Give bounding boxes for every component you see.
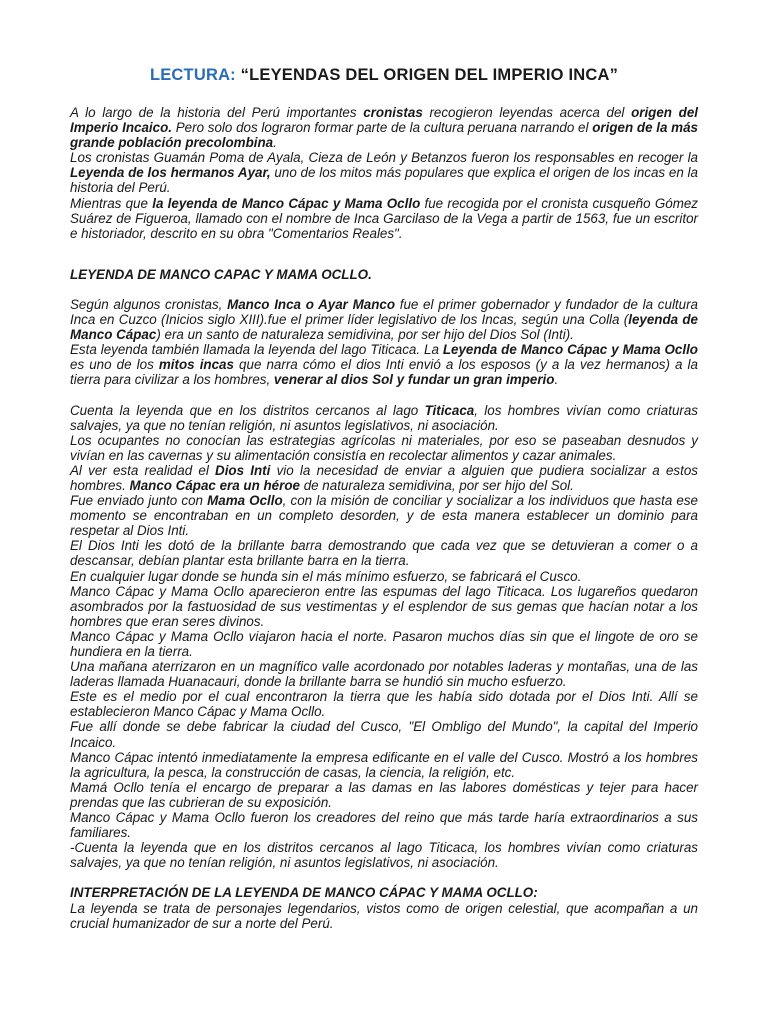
paragraph: Manco Cápac y Mama Ocllo fueron los creadores del reino que más tarde haría extraordinarios a sus familiares. <box>70 810 698 841</box>
bold-text: Leyenda de los hermanos Ayar, <box>70 165 271 181</box>
paragraph: El Dios Inti les dotó de la brillante barra demostrando que cada vez que se detuvieran a comer o a descansar, debían plantar esta brillante barra en la tierra. <box>70 538 698 569</box>
section-leyenda-a <box>70 297 698 388</box>
heading-interpretacion: INTERPRETACIÓN DE LA LEYENDA DE MANCO CÁPAC Y MAMA OCLLO: <box>70 885 538 901</box>
bold-text: Dios Inti <box>215 462 271 478</box>
section-interpretacion <box>70 901 698 931</box>
intro-section <box>70 105 698 241</box>
bold-text: cronistas <box>363 105 423 120</box>
paragraph: Este es el medio por el cual encontraron la tierra que les había sido dotada por el Dios Inti. Allí se establecieron Manco Cápac y Mama Ocllo. <box>70 689 698 720</box>
bold-text: venerar al dios Sol y fundar un gran imperio <box>273 372 555 388</box>
paragraph: Una mañana aterrizaron en un magnífico valle acordonado por notables laderas y montañas, una de las laderas llamada Huanacauri, donde la brillante barra se hundió sin mucho esfuerzo. <box>70 659 698 690</box>
bold-text: Mama Ocllo <box>207 493 283 509</box>
paragraph: Los ocupantes no conocían las estrategias agrícolas ni materiales, por eso se paseaban desnudos y vivían en las cavernas y su alimentación consistía en recolectar alimentos y cazar animales. <box>70 432 698 463</box>
bold-text: la leyenda de Manco Cápac y Mama Ocllo <box>152 195 421 211</box>
section-leyenda-b <box>70 403 698 871</box>
bold-text: Manco Inca o Ayar Manco <box>227 296 396 312</box>
paragraph: Manco Cápac y Mama Ocllo aparecieron entre las espumas del lago Titicaca. Los lugareños quedaron asombrados por la fastuosidad de sus vestimentas y el esplendor de sus gemas que hacían notar a los hombres que eran seres divinos. <box>70 583 698 629</box>
paragraph: Según algunos cronistas, Manco Inca o Ayar Manco fue el primer gobernador y fundador de la cultura Inca en Cuzco (Inicios siglo XIII).fue el primer líder legislativo de los Incas, según una Colla (leyenda de Manco Cápac) era un santo de naturaleza semidivina, por ser hijo del Dios Sol (Inti). <box>70 296 699 343</box>
bold-text: origen de la más grande población precolombina <box>70 120 698 151</box>
bold-text: leyenda de Manco Cápac <box>70 312 699 343</box>
paragraph: A lo largo de la historia del Perú importantes cronistas recogieron leyendas acerca del origen del Imperio Incaico. Pero solo dos lograron formar parte de la cultura peruana narrando el origen de la más grande población precolombina. <box>70 105 698 151</box>
document-title <box>70 66 698 85</box>
paragraph: Los cronistas Guamán Poma de Ayala, Cieza de León y Betanzos fueron los responsables en recoger la Leyenda de los hermanos Ayar, uno de los mitos más populares que explica el origen de los incas en la historia del Perú. <box>70 150 698 196</box>
bold-text: Titicaca <box>424 402 475 418</box>
paragraph: Fue enviado junto con Mama Ocllo, con la misión de conciliar y socializar a los individuos que hasta ese momento se encontraban en un completo desorden, y de esta manera establecer un dominio para respetar al Dios Inti. <box>70 493 698 539</box>
bold-text: Leyenda de Manco Cápac y Mama Ocllo <box>442 342 698 358</box>
bold-text: origen del Imperio Incaico. <box>70 105 698 136</box>
paragraph: La leyenda se trata de personajes legendarios, vistos como de origen celestial, que acompañan a un crucial humanizador de sur a norte del Perú. <box>70 900 698 931</box>
paragraph: Al ver esta realidad el Dios Inti vio la necesidad de enviar a alguien que pudiera socializar a estos hombres. Manco Cápac era un héroe de naturaleza semidivina, por ser hijo del Sol. <box>70 462 698 493</box>
paragraph: Mamá Ocllo tenía el encargo de preparar a las damas en las labores domésticas y tejer para hacer prendas que las cubrieran de su exposición. <box>70 779 698 810</box>
title-lectura: LECTURA: <box>149 66 236 84</box>
title-text: “LEYENDAS DEL ORIGEN DEL IMPERIO INCA” <box>235 66 619 84</box>
paragraph: Manco Cápac intentó inmediatamente la empresa edificante en el valle del Cusco. Mostró a los hombres la agricultura, la pesca, la construcción de casas, la ciencia, la religión, etc. <box>70 749 698 780</box>
bold-text: mitos incas <box>158 357 234 373</box>
paragraph: Manco Cápac y Mama Ocllo viajaron hacia el norte. Pasaron muchos días sin que el lingote de oro se hundiera en la tierra. <box>70 628 698 659</box>
paragraph: Mientras que la leyenda de Manco Cápac y Mama Ocllo fue recogida por el cronista cusqueño Gómez Suárez de Figueroa, llamado con el nombre de Inca Garcilaso de la Vega a partir de 1563, fue un escritor e historiador, descrito en su obra "Comentarios Reales". <box>70 195 698 241</box>
paragraph: -Cuenta la leyenda que en los distritos cercanos al lago Titicaca, los hombres vivían como criaturas salvajes, ya que no tenían religión, ni asuntos legislativos, ni asociación. <box>70 840 698 871</box>
paragraph: Fue allí donde se debe fabricar la ciudad del Cusco, "El Ombligo del Mundo", la capital del Imperio Incaico. <box>70 719 698 750</box>
paragraph: Esta leyenda también llamada la leyenda del lago Titicaca. La Leyenda de Manco Cápac y Mama Ocllo es uno de los mitos incas que narra cómo el dios Inti envió a los esposos (y a la vez hermanos) a la tierra para civilizar a los hombres, venerar al dios Sol y fundar un gran imperio. <box>70 342 698 388</box>
paragraph: Cuenta la leyenda que en los distritos cercanos al lago Titicaca, los hombres vivían como criaturas salvajes, ya que no tenían religión, ni asuntos legislativos, ni asociación. <box>70 402 698 433</box>
paragraph: En cualquier lugar donde se hunda sin el más mínimo esfuerzo, se fabricará el Cusco. <box>70 568 582 584</box>
bold-text: Manco Cápac era un héroe <box>129 477 300 493</box>
heading-leyenda: LEYENDA DE MANCO CAPAC Y MAMA OCLLO. <box>70 266 372 282</box>
